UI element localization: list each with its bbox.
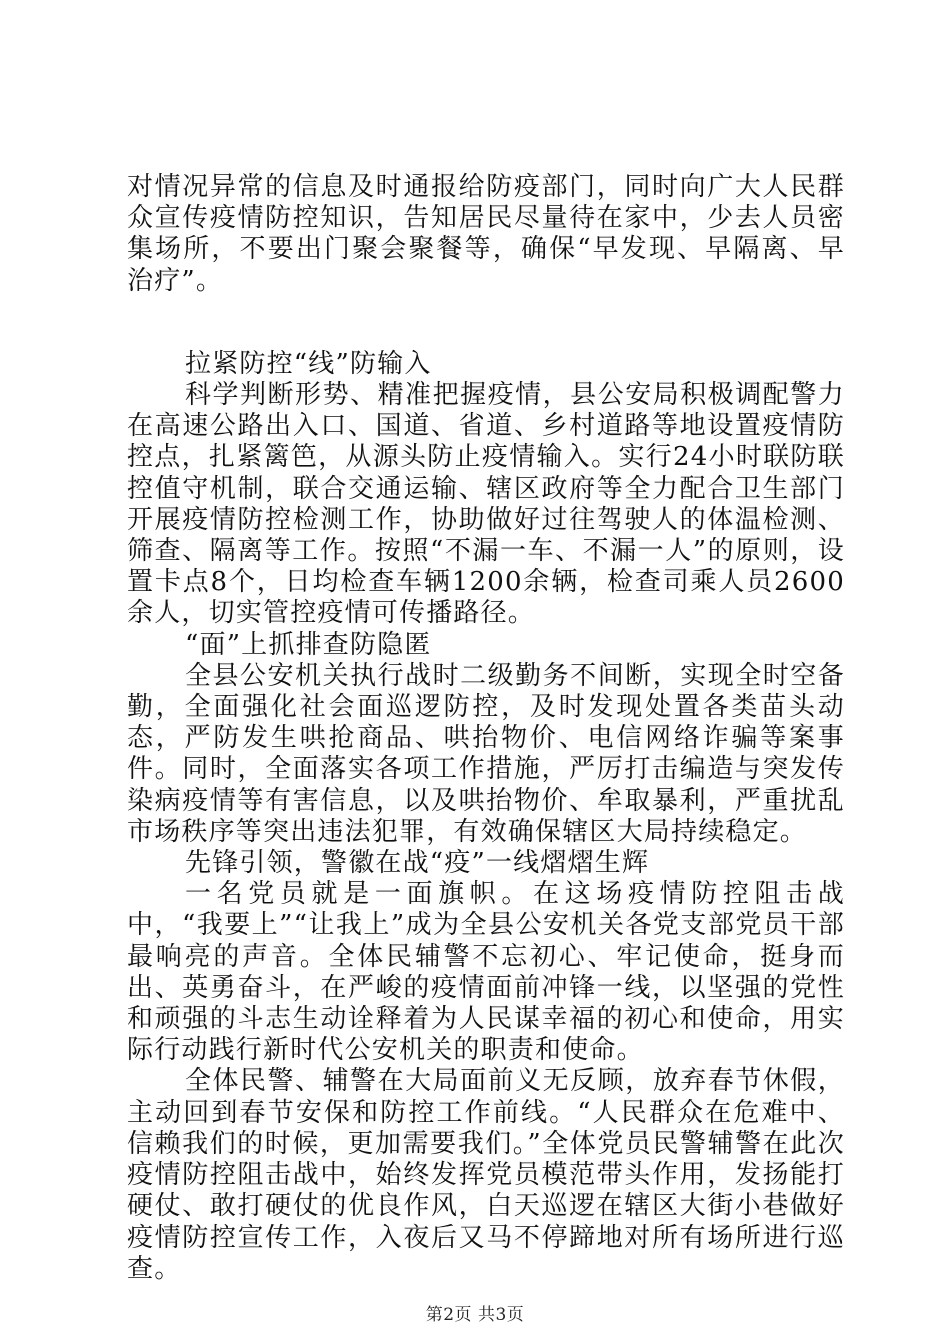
page-number-footer: 第2页 共3页 bbox=[425, 1305, 525, 1325]
section-heading-vanguard: 先锋引领，警徽在战“疫”一线熠熠生辉 bbox=[185, 848, 650, 879]
document-body bbox=[127, 172, 845, 1285]
paragraph-police-frontline: 全体民警、辅警在大局面前义无反顾，放弃春节休假，主动回到春节安保和防控工作前线。“人民群众在危难中、信赖我们的时候，更加需要我们。”全体党员民警辅警在此次疫情防控阻击战中，始终发挥党员模范带头作用，发扬能打硬仗、敢打硬仗的优良作风，白天巡逻在辖区大街小巷做好疫情防控宣传工作，入夜后又马不停蹄地对所有场所进行巡查。 bbox=[127, 1066, 845, 1284]
paragraph-line-defense: 科学判断形势、精准把握疫情，县公安局积极调配警力在高速公路出入口、国道、省道、乡村道路等地设置疫情防控点，扎紧篱笆，从源头防止疫情输入。实行24小时联防联控值守机制，联合交通运输、辖区政府等全力配合卫生部门开展疫情防控检测工作，协助做好过往驾驶人的体温检测、筛查、隔离等工作。按照“不漏一车、不漏一人”的原则，设置卡点8个，日均检查车辆1200余辆，检查司乘人员2600余人，切实管控疫情可传播路径。 bbox=[127, 380, 845, 629]
paragraph-gap bbox=[127, 297, 845, 349]
paragraph-party-member: 一名党员就是一面旗帜。在这场疫情防控阻击战中，“我要上”“让我上”成为全县公安机关各党支部党员干部最响亮的声音。全体民辅警不忘初心、牢记使命，挺身而出、英勇奋斗，在严峻的疫情面前冲锋一线，以坚强的党性和顽强的斗志生动诠释着为人民谋幸福的初心和使命，用实际行动践行新时代公安机关的职责和使命。 bbox=[127, 879, 845, 1066]
section-heading-surface-check: “面”上抓排查防隐匿 bbox=[185, 629, 432, 660]
paragraph-continuation: 对情况异常的信息及时通报给防疫部门，同时向广大人民群众宣传疫情防控知识，告知居民尽量待在家中，少去人员密集场所，不要出门聚会聚餐等，确保“早发现、早隔离、早治疗”。 bbox=[127, 172, 845, 296]
section-heading-line-defense: 拉紧防控“线”防输入 bbox=[185, 348, 432, 379]
paragraph-surface-check: 全县公安机关执行战时二级勤务不间断，实现全时空备勤，全面强化社会面巡逻防控，及时发现处置各类苗头动态，严防发生哄抢商品、哄抬物价、电信网络诈骗等案事件。同时，全面落实各项工作措施，严厉打击编造与突发传染病疫情等有害信息，以及哄抬物价、牟取暴利，严重扰乱市场秩序等突出违法犯罪，有效确保辖区大局持续稳定。 bbox=[127, 660, 845, 847]
